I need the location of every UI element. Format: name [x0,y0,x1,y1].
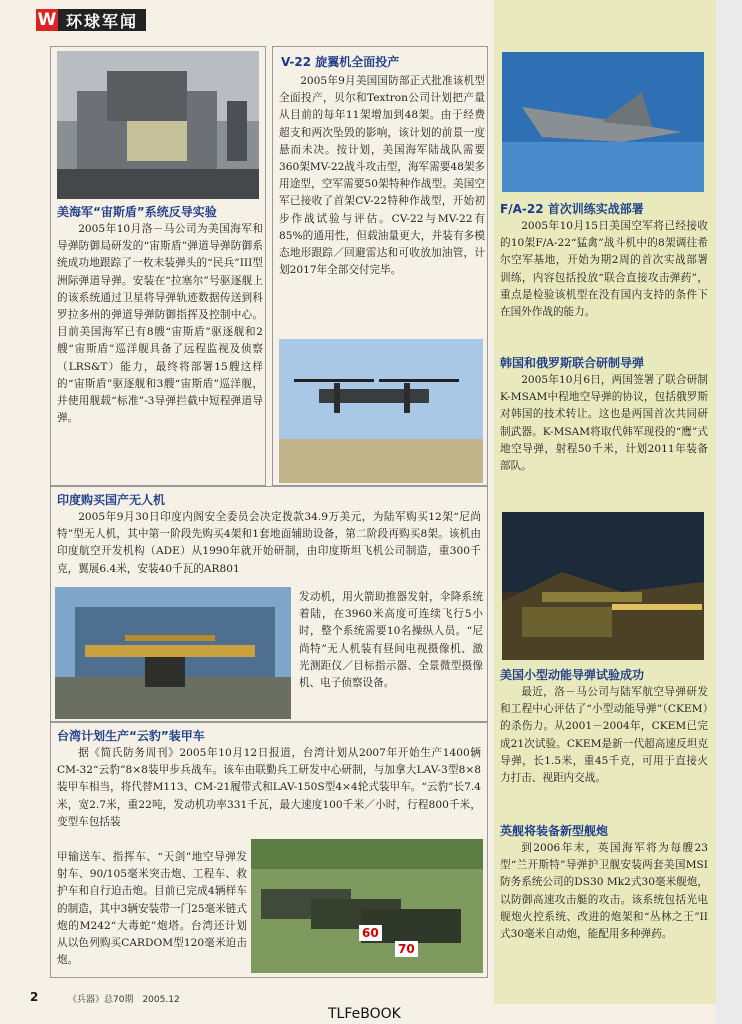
ckem-launcher-photo [502,512,704,660]
fa22-body: 2005年10月15日美国空军将已经接收的10架F/A-22“猛禽”战斗机中的8架调往希尔空军基地，开始为期2周的首次实战部署训练，内容包括投放“联合直接攻击弹药”，重点是检验该机型在没有国内支持的条件下在国外作战的能力。 [500,220,708,319]
v22-body: 2005年9月美国国防部正式批准该机型全面投产，贝尔和Textron公司计划把产量从目前的每年11架增加到48架。由于经费超支和两次坠毁的影响，该计划的前景一度悬而未决。按计划，美国海军陆战队需要360架MV-22战斗攻击型，海军需要48架多用途型，空军需要50架特种作战型。美国空军已接收了首架CV-22特种作战型，开始初步作战试验与评估。CV-22与MV-22有85%的通用性，但载油量更大，并装有多模态地形跟踪／回避雷达和可收放加油管，计划2017年全部交付完毕。 [279,75,486,277]
page-number: 2 [30,990,39,1004]
kem-heading: 美国小型动能导弹试验成功 [500,668,645,682]
aegis-body: 2005年10月洛－马公司为美国海军和导弹防御局研发的“宙斯盾”弹道导弹防御系统成功地跟踪了一枚未装弹头的“民兵”III型洲际弹道导弹。安装在“拉塞尔”号驱逐舰上的该系统通过卫星将导弹轨迹数据传送到科罗拉多州的弹道导弹防御指挥及控制中心。目前美国海军已有8艘“宙斯盾”驱逐舰和2艘“宙斯盾”巡洋舰具备了远程监视及侦察（LRS&T）能力，最终将部署15艘这样的“宙斯盾”驱逐舰和3艘“宙斯盾”巡洋舰，并使用舰载“标准”-3导弹拦截中短程弹道导弹。 [57,223,263,425]
cloud-leopard-vehicle-photo [251,839,483,973]
uk-heading: 英舰将装备新型舰炮 [500,824,609,838]
aegis-article [50,46,266,486]
nishant-uav-photo [55,587,291,719]
v22-heading: V-22 旋翼机全面投产 [281,55,400,69]
india-article [50,486,488,722]
fa22-heading: F/A-22 首次训练实战部署 [500,202,644,216]
fa22-raptor-photo [502,52,704,192]
aegis-ship-photo [57,51,259,199]
section-title: 环球军闻 [58,9,146,31]
uk-body: 到2006年末，英国海军将为每艘23型“兰开斯特”导弹护卫舰安装两套美国MSI防务系统公司的DS30 Mk2式30毫米舰炮，以防御高速攻击艇的攻击。该系统包括光电舰炮火控系统、改进的炮架和“丛林之王”II式30毫米自动炮，能配用多种弹药。 [500,842,708,941]
india-body-side: 发动机，用火箭助推器发射，伞降系统着陆，在3960米高度可连续飞行5小时，整个系统需要10名操纵人员。“尼尚特”无人机装有昼间电视摄像机、激光测距仪／目标指示器、全景微型摄像机、电子侦察设备。 [299,591,483,690]
taiwan-body-top: 据《简氏防务周刊》2005年10月12日报道，台湾计划从2007年开始生产1400辆CM-32“云豹”8×8装甲步兵战车。该车由联勤兵工研发中心研制，与加拿大LAV-3型8×8装甲车相当，将代替M113、CM-21履带式和LAV-150S型4×4轮式装甲车。“云豹”长7.4米，宽2.7米，重22吨，发动机功率331千瓦，最大速度100千米／小时，行程800千米，变型车包括装 [57,747,481,828]
korea-body: 2005年10月6日，两国签署了联合研制K-MSAM中程地空导弹的协议，包括俄罗斯对韩国的技术转让。这也是两国首次共同研制武器。K-MSAM将取代韩军现役的“鹰”式地空导弹，射程50千米，计划2011年装备部队。 [500,374,708,473]
v22-article [272,46,488,486]
taiwan-heading: 台湾计划生产“云豹”装甲车 [57,729,205,743]
vehicle-badge-60: 60 [359,925,382,941]
india-body-top: 2005年9月30日印度内阁安全委员会决定拨款34.9万美元，为陆军购买12架“尼尚特”型无人机，其中第一阶段先购买4架和1套地面辅助设备，第二阶段再购买8架。该机由印度航空开发机构（ADE）从1990年就开始研制，由印度斯坦飞机公司制造，重300千克，翼展6.4米，安装40千瓦的AR801 [57,511,481,575]
watermark: TLFeBOOK [328,1006,401,1022]
india-heading: 印度购买国产无人机 [57,493,166,507]
aegis-heading: 美海军“宙斯盾”系统反导实验 [57,205,217,219]
issue-info: 《兵器》总70期 2005.12 [68,995,180,1005]
kem-body: 最近，洛－马公司与陆军航空导弹研发和工程中心评估了“小型动能导弹”（CKEM）的杀伤力。从2001－2004年，CKEM已完成21次试验。CKEM是新一代超高速反坦克导弹，长1.5米，重45千克，可用于直接火力打击、视距内交战。 [500,686,708,785]
taiwan-body-side: 甲输送车、指挥车、“天剑”地空导弹发射车、90/105毫米突击炮、工程车、救护车和自行迫击炮。目前已完成4辆样车的制造，其中3辆安装带一门25毫米链式炮的M242“大毒蛇”炮塔。台湾还计划从以色列购买CARDOM型120毫米迫击炮。 [57,851,247,967]
w-logo: W [37,10,57,30]
v22-osprey-photo [279,339,483,483]
taiwan-article [50,722,488,978]
korea-heading: 韩国和俄罗斯联合研制导弹 [500,356,645,370]
vehicle-badge-70: 70 [395,941,418,957]
section-header [36,6,146,34]
page-edge [716,0,742,1024]
